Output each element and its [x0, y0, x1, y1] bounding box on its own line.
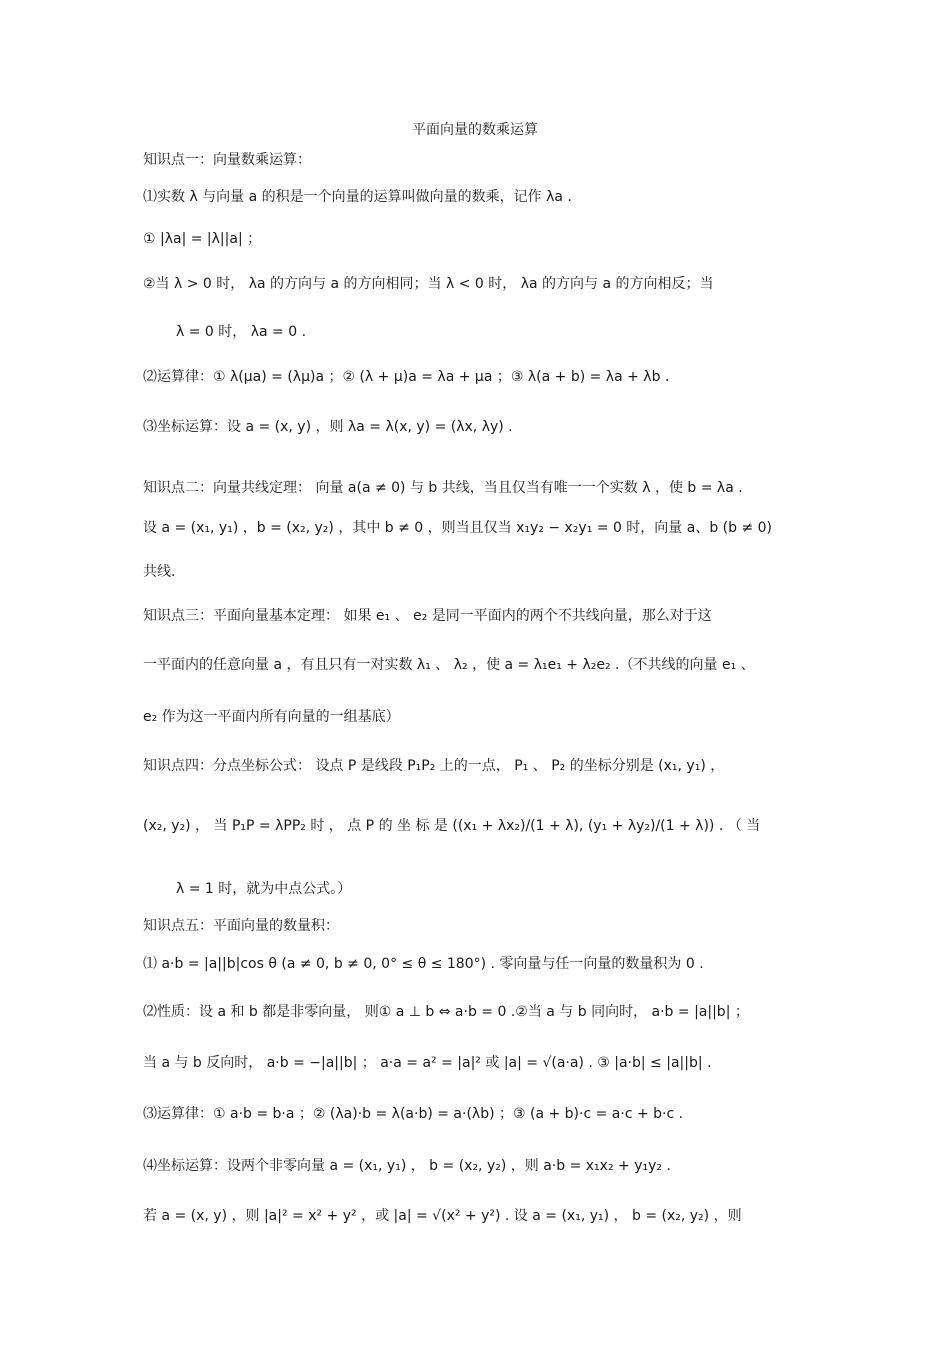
text-line: λ = 0 时， λa = 0 . [176, 324, 307, 340]
text-line: ⑵性质：设 a 和 b 都是非零向量， 则① a ⊥ b ⇔ a·b = 0 .②当 a 与 b 同向时， a·b = |a||b| ； [143, 1004, 749, 1020]
text-line: ⑶运算律：① a·b = b·a ；② (λa)·b = λ(a·b) = a·(λb) ；③ (a + b)·c = a·c + b·c . [143, 1106, 684, 1122]
section-heading-3: 知识点三：平面向量基本定理： 如果 e₁ 、 e₂ 是同一平面内的两个不共线向量，那么对于这 [143, 608, 712, 624]
text-line: ⑵运算律：① λ(μa) = (λμ)a ；② (λ + μ)a = λa + μa ；③ λ(a + b) = λa + λb . [143, 369, 670, 385]
text-line: ⑴ a·b = |a||b|cos θ (a ≠ 0, b ≠ 0, 0° ≤ θ ≤ 180°) . 零向量与任一向量的数量积为 0 . [143, 956, 704, 972]
text-line: ⑴实数 λ 与向量 a 的积是一个向量的运算叫做向量的数乘，记作 λa . [143, 189, 572, 205]
page-title: 平面向量的数乘运算 [412, 122, 538, 138]
text-line: 若 a = (x, y) ，则 |a|² = x² + y² ，或 |a| = √(x² + y²) . 设 a = (x₁, y₁) ， b = (x₂, y₂) ，则 [143, 1208, 742, 1224]
text-line: ②当 λ > 0 时， λa 的方向与 a 的方向相同；当 λ < 0 时， λa 的方向与 a 的方向相反；当 [143, 276, 714, 292]
text-line: (x₂, y₂) ， 当 P₁P = λPP₂ 时 ， 点 P 的 坐 标 是 ((x₁ + λx₂)/(1 + λ), (y₁ + λy₂)/(1 + λ)) . （ 当 [143, 818, 761, 834]
text-line: ① |λa| = |λ||a| ； [143, 231, 262, 247]
text-line: 一平面内的任意向量 a ，有且只有一对实数 λ₁ 、 λ₂ ，使 a = λ₁e₁ + λ₂e₂ .（不共线的向量 e₁ 、 [143, 657, 755, 673]
text-line: 当 a 与 b 反向时， a·b = −|a||b| ； a·a = a² = |a|² 或 |a| = √(a·a) . ③ |a·b| ≤ |a||b| . [143, 1055, 712, 1071]
section-heading-1: 知识点一：向量数乘运算： [143, 152, 311, 168]
text-line: λ = 1 时，就为中点公式。） [176, 881, 352, 897]
text-line: ⑶坐标运算：设 a = (x, y) ，则 λa = λ(x, y) = (λx, λy) . [143, 419, 513, 435]
section-heading-2: 知识点二：向量共线定理： 向量 a(a ≠ 0) 与 b 共线，当且仅当有唯一一个实数 λ ，使 b = λa . [143, 480, 743, 496]
section-heading-5: 知识点五：平面向量的数量积： [143, 918, 339, 934]
text-line: e₂ 作为这一平面内所有向量的一组基底） [143, 709, 400, 725]
section-heading-4: 知识点四：分点坐标公式： 设点 P 是线段 P₁P₂ 上的一点， P₁ 、 P₂ 的坐标分别是 (x₁, y₁) ， [143, 758, 725, 774]
text-line: 共线. [143, 564, 176, 580]
text-line: 设 a = (x₁, y₁) ，b = (x₂, y₂) ，其中 b ≠ 0 ，则当且仅当 x₁y₂ − x₂y₁ = 0 时，向量 a、b (b ≠ 0) [143, 520, 773, 536]
text-line: ⑷坐标运算：设两个非零向量 a = (x₁, y₁) ， b = (x₂, y₂) ，则 a·b = x₁x₂ + y₁y₂ . [143, 1158, 671, 1174]
